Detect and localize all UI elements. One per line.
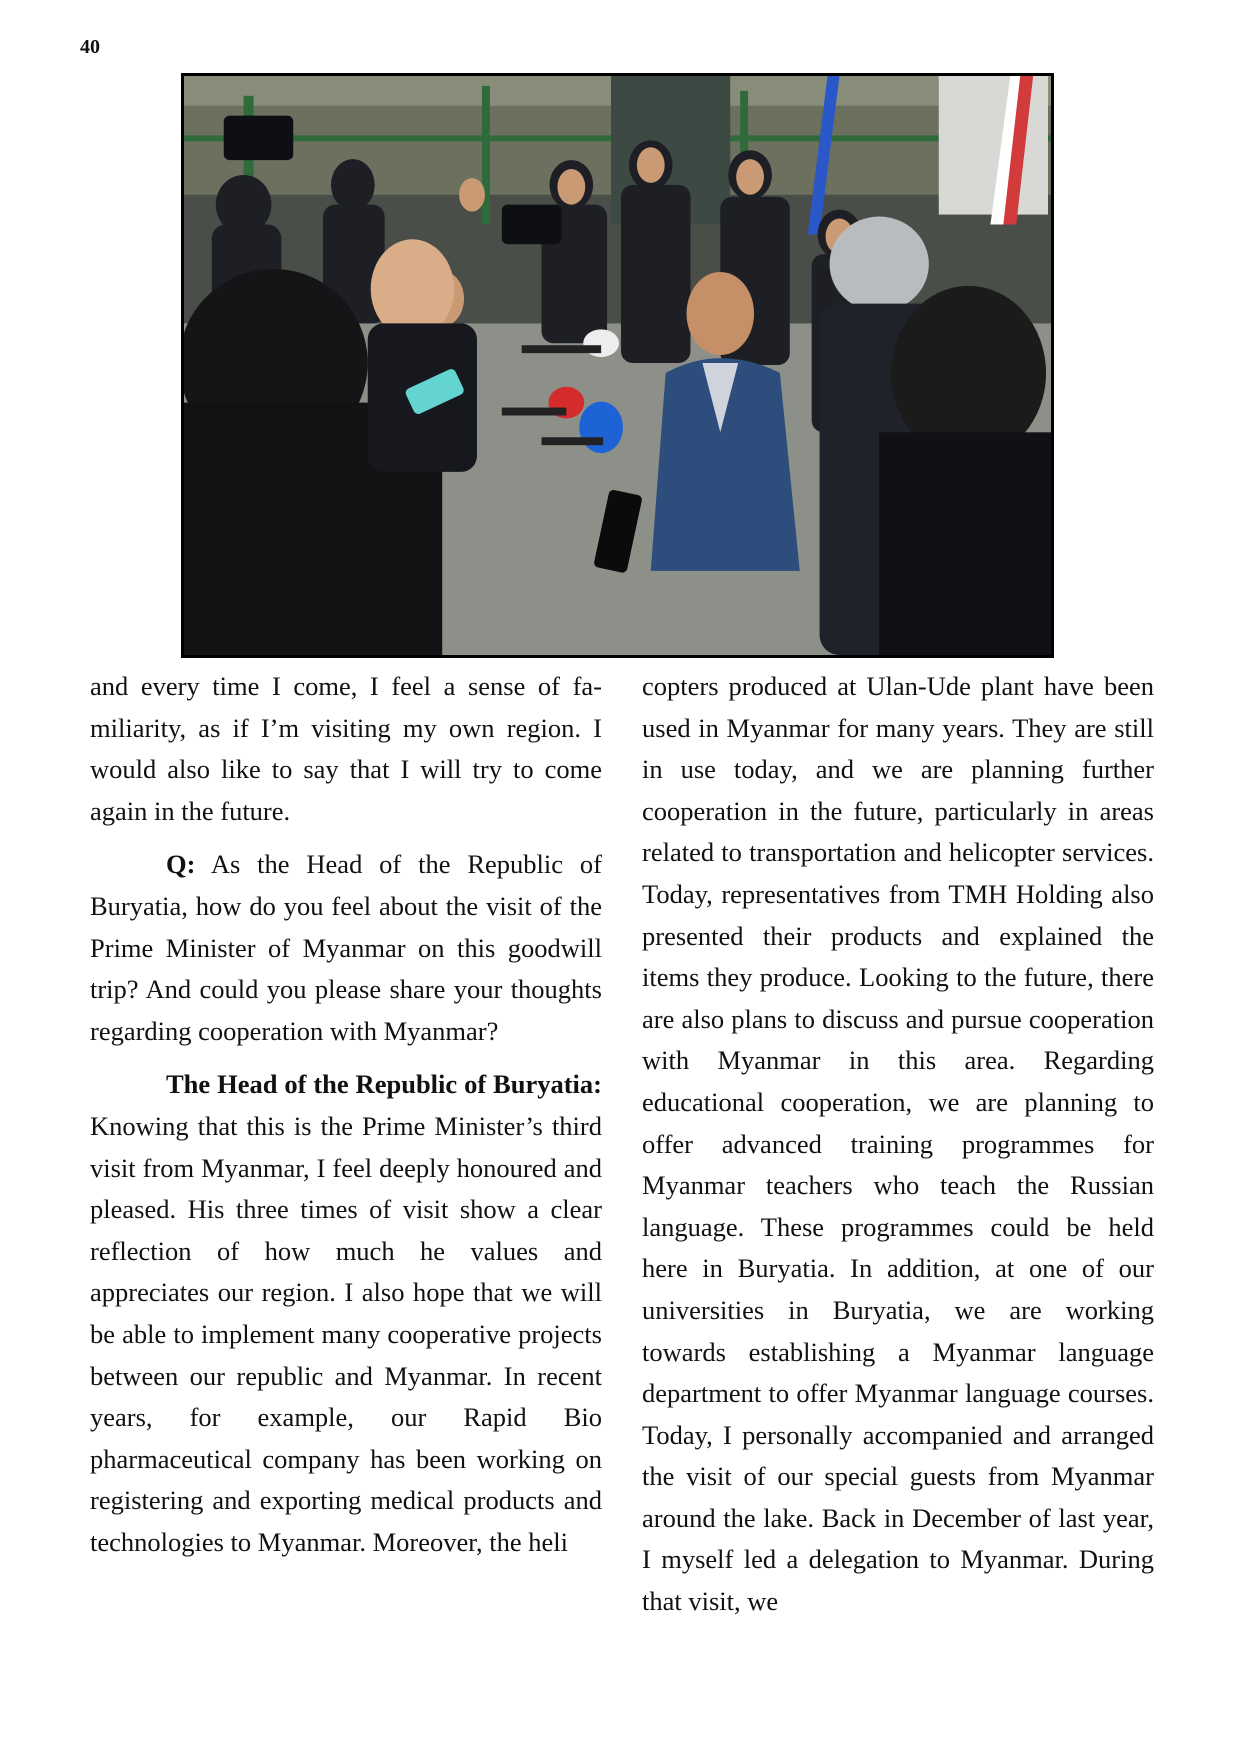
paragraph-continuation: and every time I come, I feel a sense of familiarity, as if I’m visiting my own region. I would also like to say that I will try to come again in the future. [90, 671, 602, 826]
answer-label: The Head of the Republic of Buryatia: [166, 1069, 602, 1100]
question-paragraph [90, 844, 602, 1052]
photo-illustration [184, 76, 1051, 655]
answer-text: Knowing that this is the Prime Minister’s third visit from Myanmar, I feel deeply honoured and pleased. His three times of visit show a clear reflection of how much he values and appreciates our region. I also hope that we will be able to implement many cooperative projects between our republic and Myanmar. In recent years, for example, our Rapid Bio pharmaceutical company has been working on registering and exporting medical products and technologies to Myanmar. Moreover, the heli [90, 1110, 602, 1557]
answer-paragraph [90, 1064, 602, 1563]
question-text: As the Head of the Republic of Buryatia, how do you feel about the visit of the Prime Minister of Myanmar on this goodwill trip? And could you please share your thoughts regarding cooperation with Myanmar? [90, 849, 602, 1046]
left-column [90, 666, 602, 1575]
press-interview-photo [181, 73, 1054, 658]
question-label: Q: [166, 849, 196, 880]
right-column [642, 666, 1154, 1635]
answer-continuation: copters produced at Ulan-Ude plant have been used in Myanmar for many years. They are still in use today, and we are planning further cooperation in the future, particularly in areas related to transportation and helicopter services. Today, representatives from TMH Holding also presented their products and explained the items they produce. Looking to the future, there are also plans to discuss and pursue cooperation with Myanmar in this area. Regarding educational cooperation, we are planning to offer advanced training programmes for Myanmar teachers who teach the Russian language. These programmes could be held here in Buryatia. In addition, at one of our universities in Buryatia, we are working towards establishing a Myanmar language department to offer Myanmar language courses. Today, I personally accompanied and arranged the visit of our special guests from Myanmar around the lake. Back in December of last year, I myself led a delegation to Myanmar. During that visit, we [642, 671, 1154, 1617]
page-number: 40 [80, 36, 100, 58]
